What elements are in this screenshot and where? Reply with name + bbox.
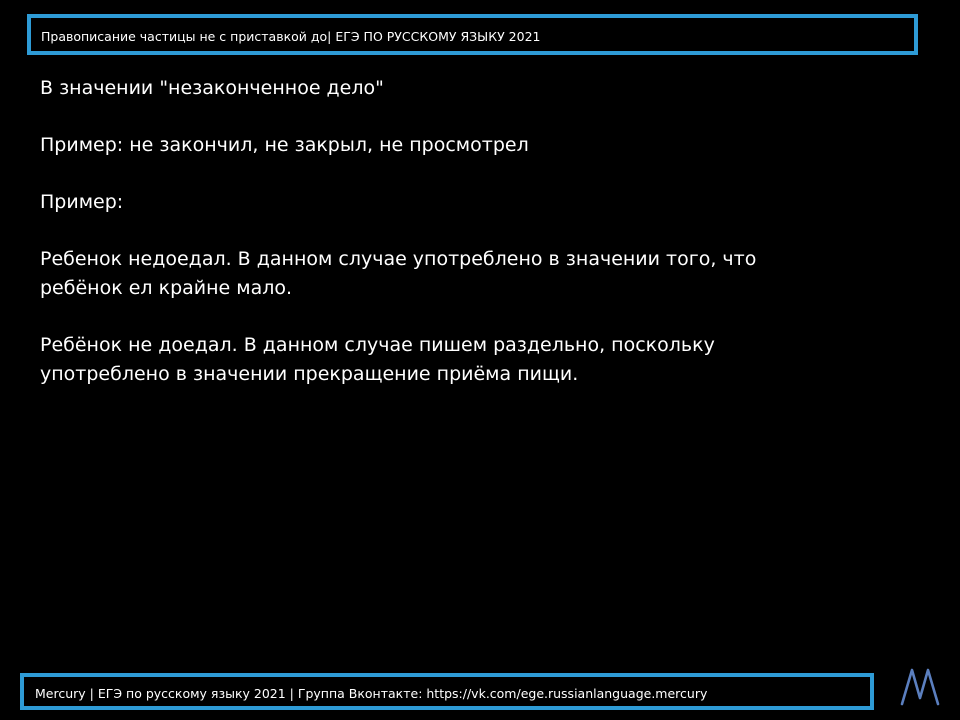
footer-text: Mercury | ЕГЭ по русскому языку 2021 | Группа Вконтакте: https://vk.com/ege.russianlanguage.mercury [35, 686, 708, 701]
paragraph-2-line-1: Ребёнок не доедал. В данном случае пишем раздельно, поскольку [40, 334, 715, 356]
example-line: Пример: не закончил, не закрыл, не просмотрел [40, 134, 529, 156]
meaning-heading: В значении "незаконченное дело" [40, 77, 384, 99]
paragraph-1-line-2: ребёнок ел крайне мало. [40, 277, 293, 299]
mercury-logo-icon [896, 664, 944, 710]
example-label: Пример: [40, 191, 124, 213]
main-content [40, 74, 800, 389]
paragraph-1-line-1: Ребенок недоедал. В данном случае употреблено в значении того, что [40, 248, 757, 270]
footer-bar [20, 673, 874, 710]
paragraph-2-line-2: употреблено в значении прекращение приёма пищи. [40, 363, 579, 385]
header-bar [27, 14, 918, 55]
page-title: Правописание частицы не с приставкой до| ЕГЭ ПО РУССКОМУ ЯЗЫКУ 2021 [41, 29, 541, 44]
